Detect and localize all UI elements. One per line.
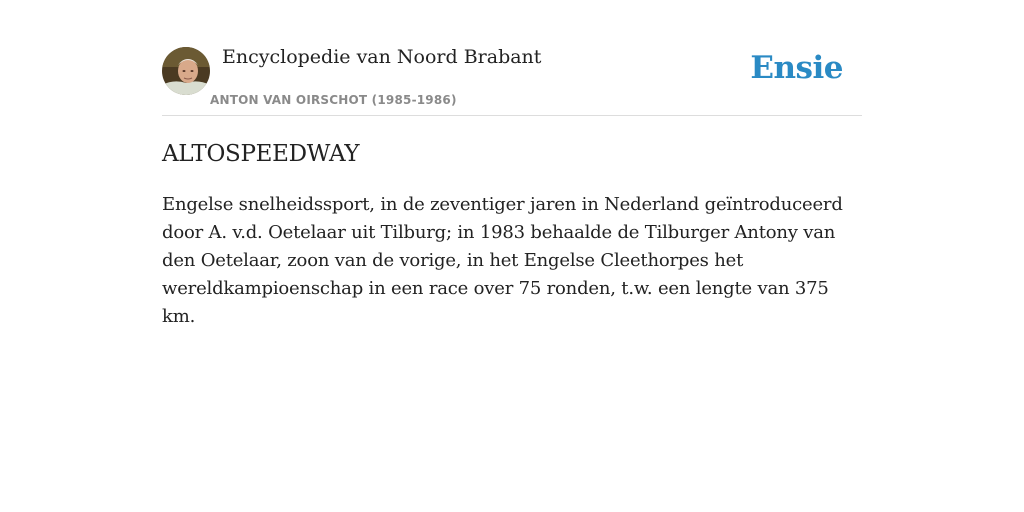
entry-card <box>162 40 862 331</box>
author-portrait-icon <box>162 47 210 95</box>
author-name[interactable]: ANTON VAN OIRSCHOT (1985-1986) <box>210 93 457 107</box>
source-title[interactable]: Encyclopedie van Noord Brabant <box>222 46 542 68</box>
entry-body: Engelse snelheidssport, in de zeventiger jaren in Nederland geïntroduceerd door A. v.d. Oetelaar uit Tilburg; in 1983 behaalde de Tilburger Antony van den Oetelaar, zoon van de vorige, in het Engelse Cleethorpes het wereldkampioenschap in een race over 75 ronden, t.w. een lengte van 375 km. <box>162 194 843 327</box>
entry-header <box>162 40 862 116</box>
entry-title: ALTOSPEEDWAY <box>162 141 360 167</box>
ensie-logo[interactable]: Ensie <box>750 50 843 86</box>
author-avatar[interactable] <box>162 47 210 95</box>
